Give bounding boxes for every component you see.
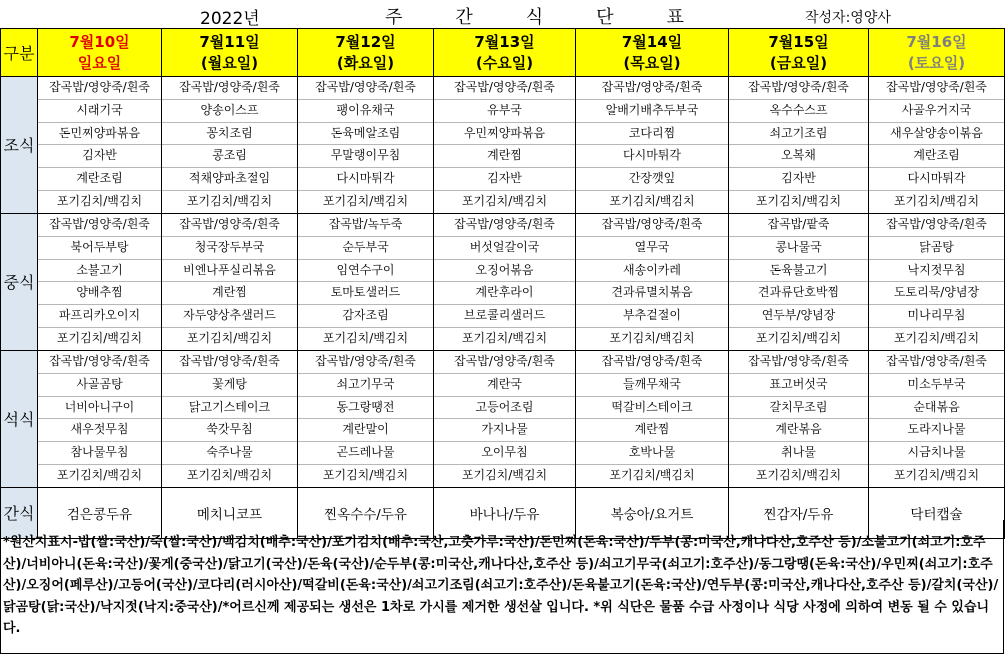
menu-item: 잡곡밥/영양죽/흰죽 (729, 77, 868, 100)
menu-item: 비엔나푸실리볶음 (162, 260, 297, 283)
menu-item: 파프리카오이지 (38, 305, 161, 328)
day-header (38, 29, 162, 77)
menu-item: 잡곡밥/영양죽/흰죽 (38, 214, 161, 237)
menu-cell (298, 77, 434, 214)
meal-row (1, 350, 1005, 487)
menu-item: 도라지나물 (869, 419, 1004, 442)
day-of-week: (월요일) (200, 53, 259, 72)
menu-cell (38, 77, 162, 214)
menu-item: 포기김치/백김치 (56, 331, 143, 346)
menu-item: 계란찜 (576, 419, 728, 442)
menu-cell (162, 77, 298, 214)
day-header (298, 29, 434, 77)
menu-item: 콩조림 (162, 145, 297, 168)
menu-cell (434, 77, 576, 214)
menu-item: 호박나물 (576, 442, 728, 465)
menu-item: 계란말이 (298, 419, 433, 442)
menu-item: 잡곡밥/영양죽/흰죽 (576, 351, 728, 374)
menu-item: 시래기국 (38, 100, 161, 123)
menu-item: 다시마튀각 (576, 145, 728, 168)
day-date: 7월11일 (199, 32, 260, 51)
menu-item: 포기김치/백김치 (186, 468, 273, 483)
day-date: 7월12일 (335, 32, 396, 51)
menu-item: 들깨무채국 (576, 374, 728, 397)
menu-item: 오이무침 (434, 442, 575, 465)
menu-item: 순두부국 (298, 237, 433, 260)
menu-item: 계란볶음 (729, 419, 868, 442)
menu-cell (576, 350, 729, 487)
day-date: 7월15일 (768, 32, 829, 51)
menu-item: 쑥갓무침 (162, 419, 297, 442)
notes-text: *원산지표시-밥(쌀:국산)/죽(쌀:국산)/백김치(배추:국산)/포기김치(배추:국산,고춧가루:국산)/돈민찌(돈육:국산)/두부(콩:미국산,캐나다산,호주산 등)/소불고기(쇠고기:호주산)/너비아니(돈육:국산)/꽃게(중국산)/닭고기(국산)/돈육(국산)/순두부(콩:미국산,캐나다산,호주산 등)/쇠고기무국(쇠고기:호주산)/동그랑땡(돈육:국산)/우민찌(쇠고기:호주산)/오징어(페루산)/고등어(국산)/코다리(러시아산)/떡갈비(돈육:국산)/쇠고기조림(쇠고기:호주산)/돈육불고기(돈육:국산)/연두부(콩:미국산,캐나다산,호주산 등)/갈치(국산)/닭곰탕(닭:국산)/낙지젓(낙지:중국산)/*어르신께 제공되는 생선은 1차로 가시를 제거한 생선살 입니다. *위 식단은 물품 수급 사정이나 식당 사정에 의하여 변동 될 수 있습니다. (3, 535, 999, 636)
title-year: 2022년 (200, 9, 260, 29)
menu-item: 미나리무침 (869, 305, 1004, 328)
menu-item: 포기김치/백김치 (755, 331, 842, 346)
menu-item: 떡갈비스테이크 (576, 397, 728, 420)
menu-item: 김자반 (729, 168, 868, 191)
menu-item: 쇠고기무국 (298, 374, 433, 397)
day-header (869, 29, 1005, 77)
menu-item: 잡곡밥/영양죽/흰죽 (162, 351, 297, 374)
menu-item: 잡곡밥/영양죽/흰죽 (434, 214, 575, 237)
menu-item: 토마토샐러드 (298, 282, 433, 305)
menu-item: 표고버섯국 (729, 374, 868, 397)
menu-item: 버섯얼갈이국 (434, 237, 575, 260)
day-date: 7월16일 (906, 32, 967, 51)
menu-item: 계란찜 (162, 282, 297, 305)
menu-cell (869, 350, 1005, 487)
menu-item: 포기김치/백김치 (322, 331, 409, 346)
menu-item: 포기김치/백김치 (186, 331, 273, 346)
title-row (0, 0, 1008, 28)
menu-item: 포기김치/백김치 (893, 331, 980, 346)
menu-item: 청국장두부국 (162, 237, 297, 260)
snack-item: 찐감자/두유 (729, 487, 869, 538)
snack-item: 복숭아/요거트 (576, 487, 729, 538)
menu-item: 잡곡밥/영양죽/흰죽 (298, 351, 433, 374)
menu-cell (576, 213, 729, 350)
menu-item: 잡곡밥/영양죽/흰죽 (434, 77, 575, 100)
menu-item: 돈육불고기 (729, 260, 868, 283)
meal-row (1, 213, 1005, 350)
page-title: 주간식단표 (385, 7, 737, 28)
menu-item: 계란찜 (434, 145, 575, 168)
menu-cell (869, 77, 1005, 214)
menu-item: 옥수수스프 (729, 100, 868, 123)
menu-item: 포기김치/백김치 (755, 194, 842, 209)
menu-item: 새우살양송이볶음 (869, 123, 1004, 146)
menu-item: 김자반 (434, 168, 575, 191)
menu-cell (162, 213, 298, 350)
menu-item: 열무국 (576, 237, 728, 260)
menu-item: 낙지젓무침 (869, 260, 1004, 283)
menu-item: 계란국 (434, 374, 575, 397)
menu-item: 무말랭이무침 (298, 145, 433, 168)
menu-item: 참나물무침 (38, 442, 161, 465)
menu-item: 팽이유채국 (298, 100, 433, 123)
menu-item: 포기김치/백김치 (461, 331, 548, 346)
menu-item: 포기김치/백김치 (893, 194, 980, 209)
menu-item: 돈육메알조림 (298, 123, 433, 146)
menu-item: 알배기배추두부국 (576, 100, 728, 123)
menu-cell (576, 77, 729, 214)
menu-item: 잡곡밥/팥죽 (729, 214, 868, 237)
meal-label: 석식 (1, 350, 38, 487)
menu-item: 포기김치/백김치 (609, 468, 695, 483)
menu-item: 잡곡밥/영양죽/흰죽 (434, 351, 575, 374)
origin-notes (0, 520, 1004, 654)
menu-item: 연두부/양념장 (729, 305, 868, 328)
day-of-week: (토요일) (907, 53, 966, 72)
day-date: 7월14일 (621, 32, 683, 51)
menu-cell (298, 350, 434, 487)
menu-item: 잡곡밥/영양죽/흰죽 (298, 77, 433, 100)
day-of-week: (수요일) (475, 53, 534, 72)
menu-item: 사골우거지국 (869, 100, 1004, 123)
menu-item: 다시마튀각 (298, 168, 433, 191)
snack-item: 닥터캡슐 (869, 487, 1005, 538)
menu-item: 포기김치/백김치 (186, 194, 273, 209)
menu-item: 적채양파초절임 (162, 168, 297, 191)
menu-item: 포기김치/백김치 (609, 331, 695, 346)
weekly-menu-table (0, 28, 1005, 539)
menu-item: 시금치나물 (869, 442, 1004, 465)
menu-item: 양송이스프 (162, 100, 297, 123)
menu-cell (434, 213, 576, 350)
meal-row (1, 77, 1005, 214)
menu-item: 포기김치/백김치 (56, 194, 143, 209)
menu-item: 콩나물국 (729, 237, 868, 260)
menu-item: 포기김치/백김치 (461, 468, 548, 483)
day-of-week: (목요일) (623, 53, 681, 72)
menu-item: 코다리찜 (576, 123, 728, 146)
menu-item: 견과류멸치볶음 (576, 282, 728, 305)
menu-item: 잡곡밥/영양죽/흰죽 (162, 77, 297, 100)
menu-item: 부추겉절이 (576, 305, 728, 328)
snack-item: 바나나/두유 (434, 487, 576, 538)
menu-cell (162, 350, 298, 487)
menu-item: 오징어볶음 (434, 260, 575, 283)
menu-item: 오복채 (729, 145, 868, 168)
menu-item: 계란후라이 (434, 282, 575, 305)
menu-item: 숙주나물 (162, 442, 297, 465)
snack-label: 간식 (1, 487, 38, 538)
menu-item: 다시마튀각 (869, 168, 1004, 191)
menu-item: 잡곡밥/영양죽/흰죽 (869, 77, 1004, 100)
menu-item: 순대볶음 (869, 397, 1004, 420)
menu-item: 계란조림 (38, 168, 161, 191)
menu-item: 잡곡밥/영양죽/흰죽 (576, 77, 728, 100)
menu-item: 잡곡밥/영양죽/흰죽 (162, 214, 297, 237)
snack-item: 메치니코프 (162, 487, 298, 538)
menu-item: 너비아니구이 (38, 397, 161, 420)
menu-cell (38, 213, 162, 350)
menu-item: 가지나물 (434, 419, 575, 442)
day-of-week: (화요일) (336, 53, 395, 72)
menu-item: 포기김치/백김치 (609, 194, 695, 209)
menu-item: 닭곰탕 (869, 237, 1004, 260)
menu-item: 포기김치/백김치 (893, 468, 980, 483)
snack-item: 검은콩두유 (38, 487, 162, 538)
table-body (1, 29, 1005, 539)
menu-item: 김자반 (38, 145, 161, 168)
menu-item: 곤드레나물 (298, 442, 433, 465)
meal-label: 조식 (1, 77, 38, 214)
day-of-week: (금요일) (769, 53, 828, 72)
menu-item: 잡곡밥/영양죽/흰죽 (869, 214, 1004, 237)
menu-item: 쇠고기조림 (729, 123, 868, 146)
menu-item: 동그랑땡전 (298, 397, 433, 420)
snack-item: 찐옥수수/두유 (298, 487, 434, 538)
menu-item: 견과류단호박찜 (729, 282, 868, 305)
day-date: 7월13일 (474, 32, 535, 51)
menu-item: 사골곰탕 (38, 374, 161, 397)
day-of-week: 일요일 (77, 53, 122, 72)
menu-item: 유부국 (434, 100, 575, 123)
menu-item: 꽃게탕 (162, 374, 297, 397)
menu-item: 갈치무조림 (729, 397, 868, 420)
menu-item: 잡곡밥/녹두죽 (298, 214, 433, 237)
meal-label: 중식 (1, 213, 38, 350)
menu-item: 포기김치/백김치 (461, 194, 548, 209)
gubun-header: 구분 (1, 29, 38, 77)
menu-item: 우민찌양파볶음 (434, 123, 575, 146)
menu-cell (38, 350, 162, 487)
menu-item: 브로콜리샐러드 (434, 305, 575, 328)
menu-item: 고등어조림 (434, 397, 575, 420)
menu-item: 감자조림 (298, 305, 433, 328)
menu-item: 계란조림 (869, 145, 1004, 168)
menu-item: 도토리묵/양념장 (869, 282, 1004, 305)
header-row (1, 29, 1005, 77)
menu-cell (729, 350, 869, 487)
menu-item: 잡곡밥/영양죽/흰죽 (38, 77, 161, 100)
day-header (434, 29, 576, 77)
menu-item: 꽁치조림 (162, 123, 297, 146)
menu-cell (298, 213, 434, 350)
menu-cell (729, 213, 869, 350)
menu-item: 새우젓무침 (38, 419, 161, 442)
day-header (576, 29, 729, 77)
menu-item: 임연수구이 (298, 260, 433, 283)
menu-item: 새송이카레 (576, 260, 728, 283)
menu-item: 양배추찜 (38, 282, 161, 305)
menu-item: 잡곡밥/영양죽/흰죽 (729, 351, 868, 374)
menu-cell (729, 77, 869, 214)
day-header (729, 29, 869, 77)
menu-item: 포기김치/백김치 (56, 468, 143, 483)
menu-item: 잡곡밥/영양죽/흰죽 (576, 214, 728, 237)
menu-item: 잡곡밥/영양죽/흰죽 (38, 351, 161, 374)
author-label: 작성자:영양사 (805, 10, 891, 26)
menu-item: 닭고기스테이크 (162, 397, 297, 420)
menu-item: 북어두부탕 (38, 237, 161, 260)
menu-item: 잡곡밥/영양죽/흰죽 (869, 351, 1004, 374)
menu-item: 미소두부국 (869, 374, 1004, 397)
menu-item: 간장깻잎 (576, 168, 728, 191)
menu-item: 포기김치/백김치 (322, 194, 409, 209)
menu-item: 취나물 (729, 442, 868, 465)
menu-item: 포기김치/백김치 (322, 468, 409, 483)
menu-cell (869, 213, 1005, 350)
day-header (162, 29, 298, 77)
menu-item: 돈민찌양파볶음 (38, 123, 161, 146)
menu-item: 포기김치/백김치 (755, 468, 842, 483)
day-date: 7월10일 (69, 32, 130, 51)
menu-item: 자두양상추샐러드 (162, 305, 297, 328)
menu-item: 소불고기 (38, 260, 161, 283)
menu-cell (434, 350, 576, 487)
